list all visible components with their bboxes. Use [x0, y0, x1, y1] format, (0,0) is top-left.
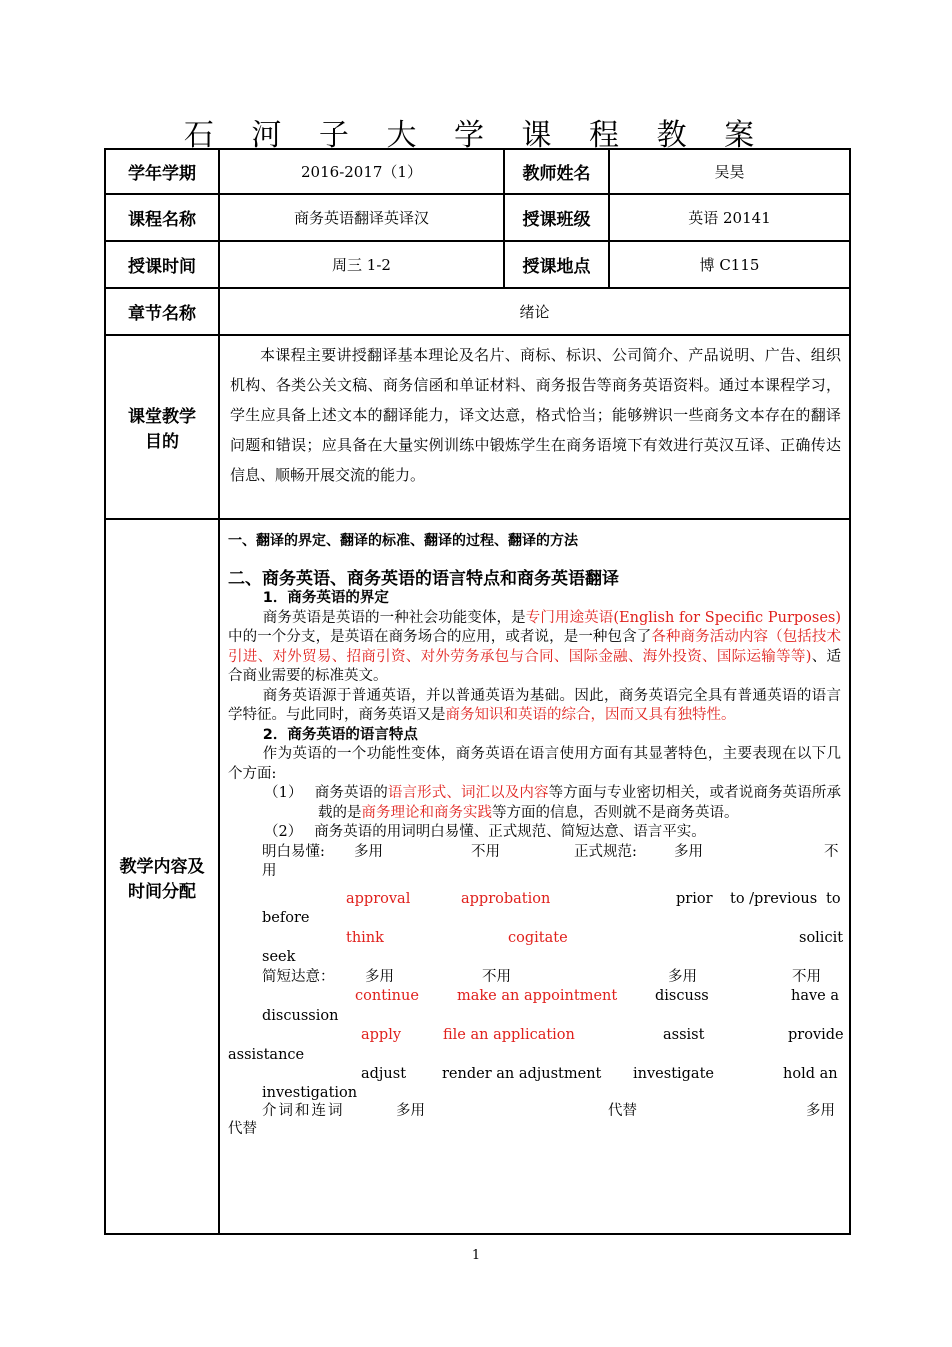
word-common: assist: [663, 1027, 705, 1043]
word-label: 明白易懂:: [262, 843, 325, 860]
time-label: 授课时间: [105, 241, 219, 288]
item2-text: 商务英语的用词明白易懂、正式规范、简短达意、语言平实。: [314, 824, 706, 840]
paragraph-1: [228, 609, 841, 687]
word-header: 多用: [354, 843, 383, 860]
word-header: 多用: [806, 1102, 835, 1119]
word-avoid: cogitate: [508, 929, 568, 946]
row-course: [105, 194, 850, 241]
word-wrap: discussion: [262, 1007, 339, 1024]
row-purpose: [105, 335, 850, 519]
word-header: 不: [824, 843, 839, 860]
purpose-label: 课堂教学目的: [105, 335, 219, 519]
word-row-6: [228, 1026, 844, 1046]
word-header: 不用: [471, 843, 500, 860]
year-value: 2016-2017（1）: [219, 149, 504, 194]
word-avoid: have a: [791, 988, 840, 1004]
list-item-1: [228, 784, 841, 823]
place-label: 授课地点: [504, 241, 609, 288]
word-wrap: 用: [262, 863, 277, 879]
word-header: 不用: [792, 968, 821, 985]
paragraph-2: [228, 687, 841, 726]
class-value: 英语 20141: [609, 194, 850, 241]
content-body: [219, 519, 850, 1234]
item1-text-b: 等方面与专业密切相关，或者说商务英语所承载的是: [318, 785, 841, 821]
item1-text-a: 商务英语的: [314, 785, 388, 801]
item1-highlight-2: 商务理论和商务实践: [361, 804, 492, 821]
time-value: 周三 1-2: [219, 241, 504, 288]
row-chapter: [105, 288, 850, 335]
word-row-3: [228, 929, 844, 949]
p1-highlight-1: 专门用途英语(English for Specific Purposes): [525, 609, 842, 626]
row-time: [105, 241, 850, 288]
row-semester: [105, 149, 850, 194]
word-avoid: provide: [788, 1027, 844, 1043]
p2-highlight: 商务知识和英语的综合，因而又具有独特性。: [445, 707, 736, 723]
paragraph-3: 作为英语的一个功能性变体，商务英语在语言使用方面有其显著特色，主要表现在以下几个方面:: [228, 746, 841, 782]
word-common: apply: [361, 1027, 402, 1043]
word-row-7: [228, 1065, 841, 1085]
item2-number: （2）: [264, 824, 303, 840]
word-common: approval: [346, 890, 411, 907]
word-header: 代替: [608, 1102, 637, 1119]
word-row-4: [228, 968, 841, 988]
word-wrap: seek: [262, 949, 296, 965]
chapter-value: 绪论: [219, 288, 850, 335]
word-label: 正式规范:: [574, 843, 637, 860]
p2-text-a: 商务英语源于普通英语，并以普通英语为基础。因此，商务英语完全具有普通英语的语言学特征。与此同时，商务英语又是: [228, 687, 841, 723]
item1-text-c: 等方面的信息，否则就不是商务英语。: [492, 804, 739, 821]
word-common: adjust: [361, 1066, 407, 1082]
content-label: 教学内容及时间分配: [105, 519, 219, 1234]
word-avoid: render an adjustment: [442, 1066, 602, 1082]
teacher-value: 吴昊: [609, 149, 850, 194]
section-1-title: 1．商务英语的界定: [262, 590, 389, 606]
p1-highlight-2: 各种商务活动内容（包括技术引进、对外贸易、招商引资、对外劳务承包与合同、国际金融、海外投资、国际运输等等): [228, 629, 841, 665]
word-common: continue: [355, 988, 419, 1004]
heading-1: 一、翻译的界定、翻译的标准、翻译的过程、翻译的方法: [228, 533, 578, 549]
word-header: 多用: [396, 1102, 425, 1119]
word-common: think: [346, 929, 384, 946]
word-common: investigate: [633, 1066, 714, 1082]
word-common: discuss: [655, 988, 709, 1004]
word-wrap: investigation: [262, 1084, 358, 1101]
word-formal: prior: [676, 890, 713, 907]
heading-2: 二、商务英语、商务英语的语言特点和商务英语翻译: [228, 568, 619, 589]
item1-highlight-1: 语言形式、词汇以及内容: [387, 785, 549, 801]
purpose-text: 本课程主要讲授翻译基本理论及名片、商标、标识、公司简介、产品说明、广告、组织机构、各类公关文稿、商务信函和单证材料、商务报告等商务英语资料。通过本课程学习，学生应具备上述文本的翻译能力，译文达意，格式恰当；能够辨识一些商务文本存在的翻译问题和错误；应具备在大量实例训练中锻炼学生在商务语境下有效进行英汉互译、正确传达信息、顺畅开展交流的能力。: [219, 335, 850, 519]
teacher-label: 教师姓名: [504, 149, 609, 194]
word-avoid: hold an: [783, 1066, 838, 1082]
word-header: 多用: [365, 968, 394, 985]
word-label: 简短达意：: [262, 968, 335, 985]
word-formal: to: [826, 890, 841, 907]
p1-text-a: 商务英语是英语的一种社会功能变体，是: [262, 609, 526, 626]
p1-text-b: 中的一个分支，是英语在商务场合的应用，或者说，是一种包含了: [228, 629, 652, 645]
section-2-title: 2．商务英语的语言特点: [262, 726, 418, 743]
year-label: 学年学期: [105, 149, 219, 194]
word-avoid: approbation: [461, 890, 551, 907]
page-title: 石 河 子 大 学 课 程 教 案: [183, 118, 769, 153]
list-item-2: [228, 823, 841, 843]
word-formal: to /previous: [730, 890, 818, 907]
word-wrap: 代替: [228, 1121, 257, 1137]
word-avoid: file an application: [443, 1027, 575, 1043]
word-row-1: [228, 843, 841, 863]
word-wrap: before: [262, 910, 310, 926]
p1-text-c: 、适合商业需要的标准英文。: [228, 648, 842, 684]
word-header: 不用: [482, 968, 511, 985]
item1-number: （1）: [264, 785, 303, 801]
course-value: 商务英语翻译英译汉: [219, 194, 504, 241]
course-label: 课程名称: [105, 194, 219, 241]
word-avoid: make an appointment: [457, 988, 618, 1004]
word-formal: solicit: [799, 929, 844, 946]
word-header: 多用: [674, 843, 703, 860]
chapter-label: 章节名称: [105, 288, 219, 335]
lesson-plan-table: [104, 148, 851, 1235]
place-value: 博 C115: [609, 241, 850, 288]
word-row-2: [228, 890, 841, 910]
word-label: 介词和连词: [262, 1102, 345, 1119]
class-label: 授课班级: [504, 194, 609, 241]
word-header: 多用: [668, 968, 697, 985]
word-wrap: assistance: [228, 1046, 305, 1063]
word-row-8: [228, 1102, 841, 1122]
page-number: 1: [471, 1248, 481, 1263]
row-content: [105, 519, 850, 1234]
word-row-5: [228, 987, 841, 1007]
